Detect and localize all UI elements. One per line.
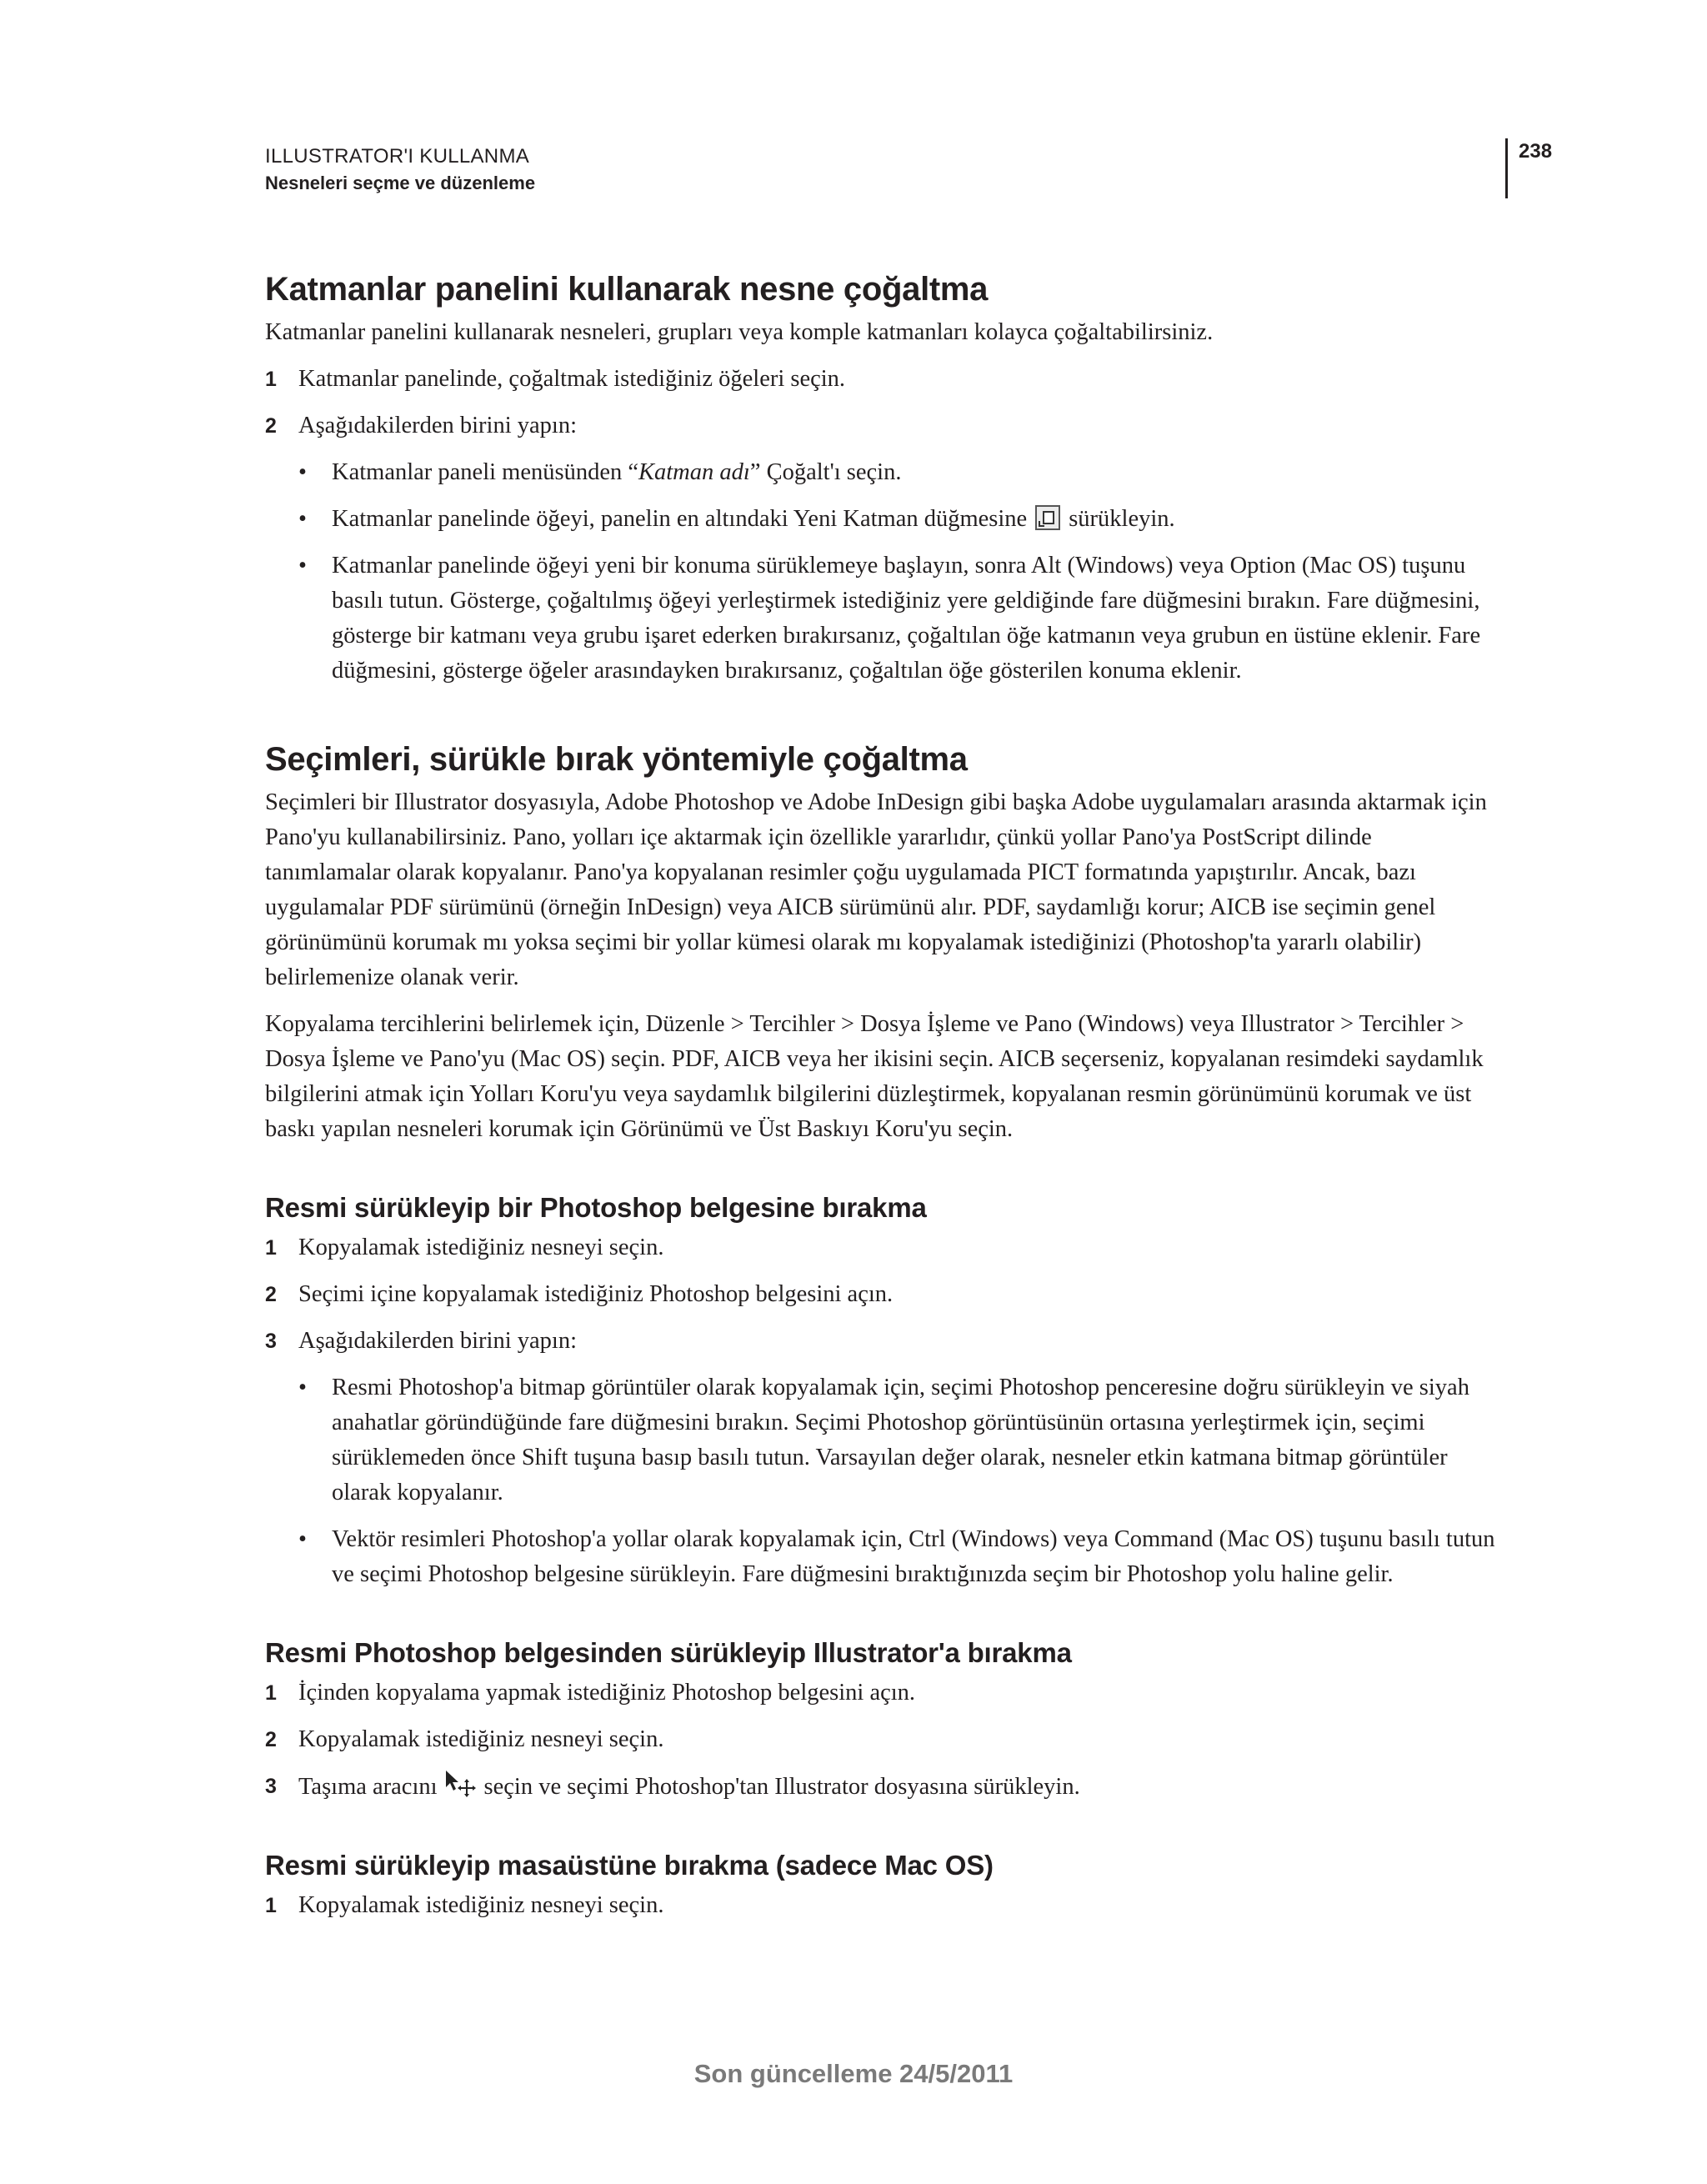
step-number: 1 xyxy=(265,1236,277,1260)
bullet-text: Katmanlar panelinde öğeyi yeni bir konuma sürüklemeye başlayın, sonra Alt (Windows) veya Option (Mac OS) tuşunu basılı tutun. Gösterge, çoğaltılmış öğeyi yerleştirmek istediğiniz yere geldiğinde fare düğmesini bırakın. Fare düğmesini, gösterge bir katmanı veya grubu işaret ederken bırakırsanız, çoğaltılan öğe katmanın veya grubun en üstüne eklenir. Fare düğmesini, gösterge öğeler arasındayken bırakırsanız, çoğaltılan öğe gösterilen konuma eklenir. xyxy=(332,553,1481,684)
bullet-icon: • xyxy=(298,1375,307,1400)
footer-last-updated: Son güncelleme 24/5/2011 xyxy=(693,2059,1014,2088)
page-number: 238 xyxy=(1519,140,1553,163)
bullet-item xyxy=(265,1370,1499,1510)
step-number: 1 xyxy=(265,368,277,391)
page-content xyxy=(265,265,1499,1923)
step-number: 2 xyxy=(265,1283,277,1306)
list-item xyxy=(265,1324,1499,1359)
step-text: Katmanlar panelinde, çoğaltmak istediğiniz öğeleri seçin. xyxy=(298,366,846,392)
new-layer-icon xyxy=(1035,505,1060,530)
subheading-drag-to-desktop: Resmi sürükleyip masaüstüne bırakma (sadece Mac OS) xyxy=(265,1850,994,1881)
step-text: Aşağıdakilerden birini yapın: xyxy=(298,1328,577,1354)
section-heading-drag-drop: Seçimleri, sürükle bırak yöntemiyle çoğaltma xyxy=(265,741,968,778)
step-text: İçinden kopyalama yapmak istediğiniz Photoshop belgesini açın. xyxy=(298,1680,916,1706)
step-number: 2 xyxy=(265,1728,277,1751)
bullet-item xyxy=(265,549,1499,689)
step-text: Seçimi içine kopyalamak istediğiniz Photoshop belgesini açın. xyxy=(298,1281,894,1307)
bullet-text: Resmi Photoshop'a bitmap görüntüler olarak kopyalamak için, seçimi Photoshop penceresine doğru sürükleyin ve siyah anahatlar göründüğünde fare düğmesini bırakın. Seçimi Photoshop görüntüsünün ortasına yerleştirmek için, seçimi sürüklemeden önce Shift tuşuna basıp basılı tutun. Varsayılan değer olarak, nesneler etkin katmana bitmap görüntüler olarak kopyalanır. xyxy=(332,1375,1469,1505)
bullet-icon: • xyxy=(298,506,307,532)
step-number: 1 xyxy=(265,1894,277,1917)
paragraph: Kopyalama tercihlerini belirlemek için, Düzenle > Tercihler > Dosya İşleme ve Pano (Windows) veya Illustrator > Tercihler > Dosya İşleme ve Pano'yu (Mac OS) seçin. PDF, AICB veya her ikisini seçin. AICB seçerseniz, kopyalanan resimdeki saydamlık bilgilerini atmak için Yolları Koru'yu veya saydamlık bilgilerini düzleştirmek, kopyalanan resmin görünümünü korumak ve üst baskı yapılan nesneleri korumak için Görünümü ve Üst Baskıyı Koru'yu seçin. xyxy=(265,1011,1484,1142)
bullet-text-italic: Katman adı xyxy=(638,459,750,485)
bullet-icon: • xyxy=(298,459,307,485)
bullet-text: Vektör resimleri Photoshop'a yollar olarak kopyalamak için, Ctrl (Windows) veya Command (Mac OS) tuşunu basılı tutun ve seçimi Photoshop belgesine sürükleyin. Fare düğmesini bıraktığınızda seçim bir Photoshop yolu haline gelir. xyxy=(332,1526,1495,1587)
bullet-text-start: Katmanlar paneli menüsünden “ xyxy=(332,459,638,485)
list-item xyxy=(265,1722,1499,1757)
step-number: 2 xyxy=(265,414,277,438)
header-subtitle: Nesneleri seçme ve düzenleme xyxy=(265,173,536,193)
list-item xyxy=(265,362,1499,397)
step-text: Kopyalamak istediğiniz nesneyi seçin. xyxy=(298,1235,664,1260)
step-number: 3 xyxy=(265,1775,277,1798)
step-text: Kopyalamak istediğiniz nesneyi seçin. xyxy=(298,1726,664,1752)
bullet-text-start: Katmanlar panelinde öğeyi, panelin en altındaki Yeni Katman düğmesine xyxy=(332,506,1028,532)
list-item xyxy=(265,1277,1499,1312)
header-title: ILLUSTRATOR'I KULLANMA xyxy=(265,145,530,168)
header-divider xyxy=(1505,138,1508,198)
list-item xyxy=(265,1676,1499,1711)
bullet-item xyxy=(265,1522,1499,1592)
list-item xyxy=(265,1888,1499,1923)
bullet-icon: • xyxy=(298,553,307,579)
step-number: 1 xyxy=(265,1681,277,1705)
section-intro: Katmanlar panelini kullanarak nesneleri, grupları veya komple katmanları kolayca çoğaltabilirsiniz. xyxy=(265,319,1214,345)
bullet-text-end: sürükleyin. xyxy=(1069,506,1175,532)
list-item xyxy=(265,1769,1499,1805)
running-header xyxy=(265,143,535,197)
subheading-drag-from-photoshop: Resmi Photoshop belgesinden sürükleyip Illustrator'a bırakma xyxy=(265,1637,1072,1668)
list-item xyxy=(265,408,1499,443)
move-tool-icon xyxy=(444,1769,478,1797)
paragraph: Seçimleri bir Illustrator dosyasıyla, Adobe Photoshop ve Adobe InDesign gibi başka Adobe uygulamaları arasında aktarmak için Pano'yu kullanabilirsiniz. Pano, yolları içe aktarmak için özellikle yararlıdır, çünkü yollar Pano'ya PostScript dilinde tanımlamalar olarak kopyalanır. Pano'ya kopyalanan resimler çoğu uygulamada PICT formatında yapıştırılır. Ancak, bazı uygulamalar PDF sürümünü (örneğin InDesign) veya AICB sürümünü alır. PDF, saydamlığı korur; AICB ise seçimin genel görünümünü korumak mı yoksa seçimi bir yollar kümesi olarak mı kopyalamak istediğinizi (Photoshop'ta yararlı olabilir) belirlemenize olanak verir. xyxy=(265,789,1487,990)
subheading-drag-to-photoshop: Resmi sürükleyip bir Photoshop belgesine bırakma xyxy=(265,1192,927,1223)
bullet-icon: • xyxy=(298,1526,307,1552)
step-text: Aşağıdakilerden birini yapın: xyxy=(298,413,577,438)
step-text-start: Taşıma aracını xyxy=(298,1774,438,1800)
bullet-item xyxy=(265,502,1499,537)
step-text-end: seçin ve seçimi Photoshop'tan Illustrator dosyasına sürükleyin. xyxy=(483,1774,1080,1800)
step-number: 3 xyxy=(265,1330,277,1353)
step-text: Kopyalamak istediğiniz nesneyi seçin. xyxy=(298,1892,664,1918)
bullet-item xyxy=(265,455,1499,490)
list-item xyxy=(265,1230,1499,1265)
bullet-text-end: ” Çoğalt'ı seçin. xyxy=(749,459,902,485)
section-heading-duplicate-layers: Katmanlar panelini kullanarak nesne çoğaltma xyxy=(265,271,989,308)
